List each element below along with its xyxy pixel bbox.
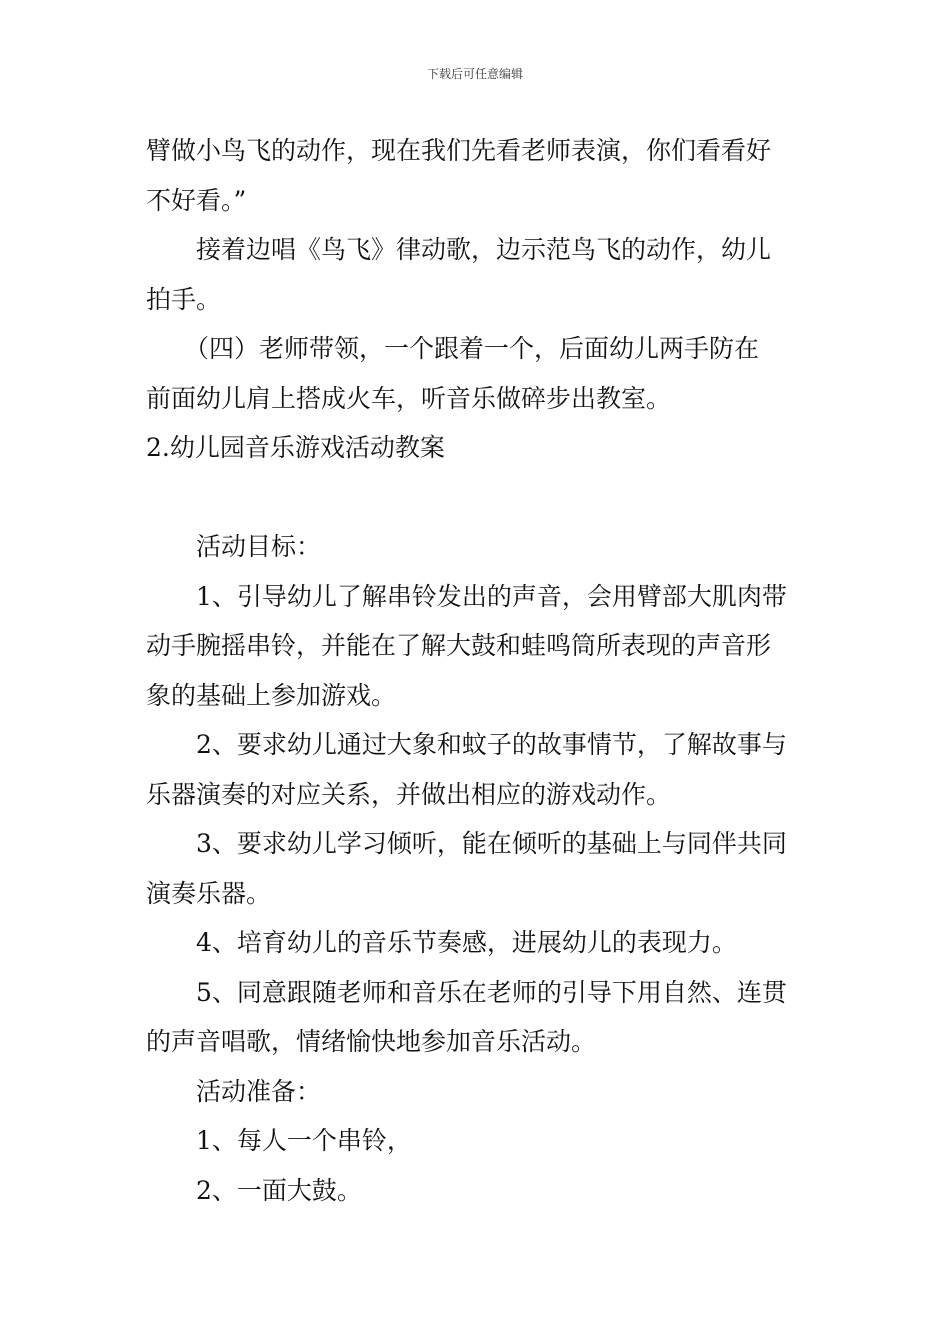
document-body xyxy=(146,126,808,1215)
paragraph-line: 象的基础上参加游戏。 xyxy=(146,680,397,710)
paragraph-line: （四）老师带领，一个跟着一个，后面幼儿两手防在 xyxy=(184,334,760,363)
page-header: 下载后可任意编辑 xyxy=(426,67,523,81)
subheading-activity-goals: 活动目标： xyxy=(196,532,322,561)
paragraph-line: 动手腕摇串铃，并能在了解大鼓和蛙鸣筒所表现的声音形 xyxy=(146,631,772,660)
paragraph-line: 的声音唱歌，情绪愉快地参加音乐活动。 xyxy=(146,1027,597,1056)
paragraph-line: 前面幼儿肩上搭成火车，听音乐做碎步出教室。 xyxy=(146,383,672,413)
paragraph-line: 演奏乐器。 xyxy=(146,878,272,908)
preparation-item: 1、每人一个串铃， xyxy=(196,1126,412,1155)
paragraph-line: 不好看。” xyxy=(146,185,247,215)
paragraph-line: 乐器演奏的对应关系，并做出相应的游戏动作。 xyxy=(146,779,672,809)
paragraph-line: 拍手。 xyxy=(146,284,222,314)
goal-item: 2、要求幼儿通过大象和蚊子的故事情节，了解故事与 xyxy=(196,730,787,759)
goal-item: 3、要求幼儿学习倾听，能在倾听的基础上与同伴共同 xyxy=(196,829,787,858)
paragraph-line: 接着边唱《鸟飞》律动歌，边示范鸟飞的动作，幼儿 xyxy=(196,235,772,264)
blank-line xyxy=(146,473,808,523)
goal-item: 4、培育幼儿的音乐节奏感，进展幼儿的表现力。 xyxy=(196,928,737,957)
subheading-activity-preparation: 活动准备： xyxy=(196,1076,322,1106)
goal-item: 1、引导幼儿了解串铃发出的声音，会用臂部大肌肉带 xyxy=(196,581,787,611)
paragraph-line: 臂做小鸟飞的动作，现在我们先看老师表演，你们看看好 xyxy=(146,136,772,165)
goal-item: 5、同意跟随老师和音乐在老师的引导下用自然、连贯 xyxy=(196,977,787,1007)
preparation-item: 2、一面大鼓。 xyxy=(196,1175,362,1205)
section-heading: 2.幼儿园音乐游戏活动教案 xyxy=(146,433,445,462)
